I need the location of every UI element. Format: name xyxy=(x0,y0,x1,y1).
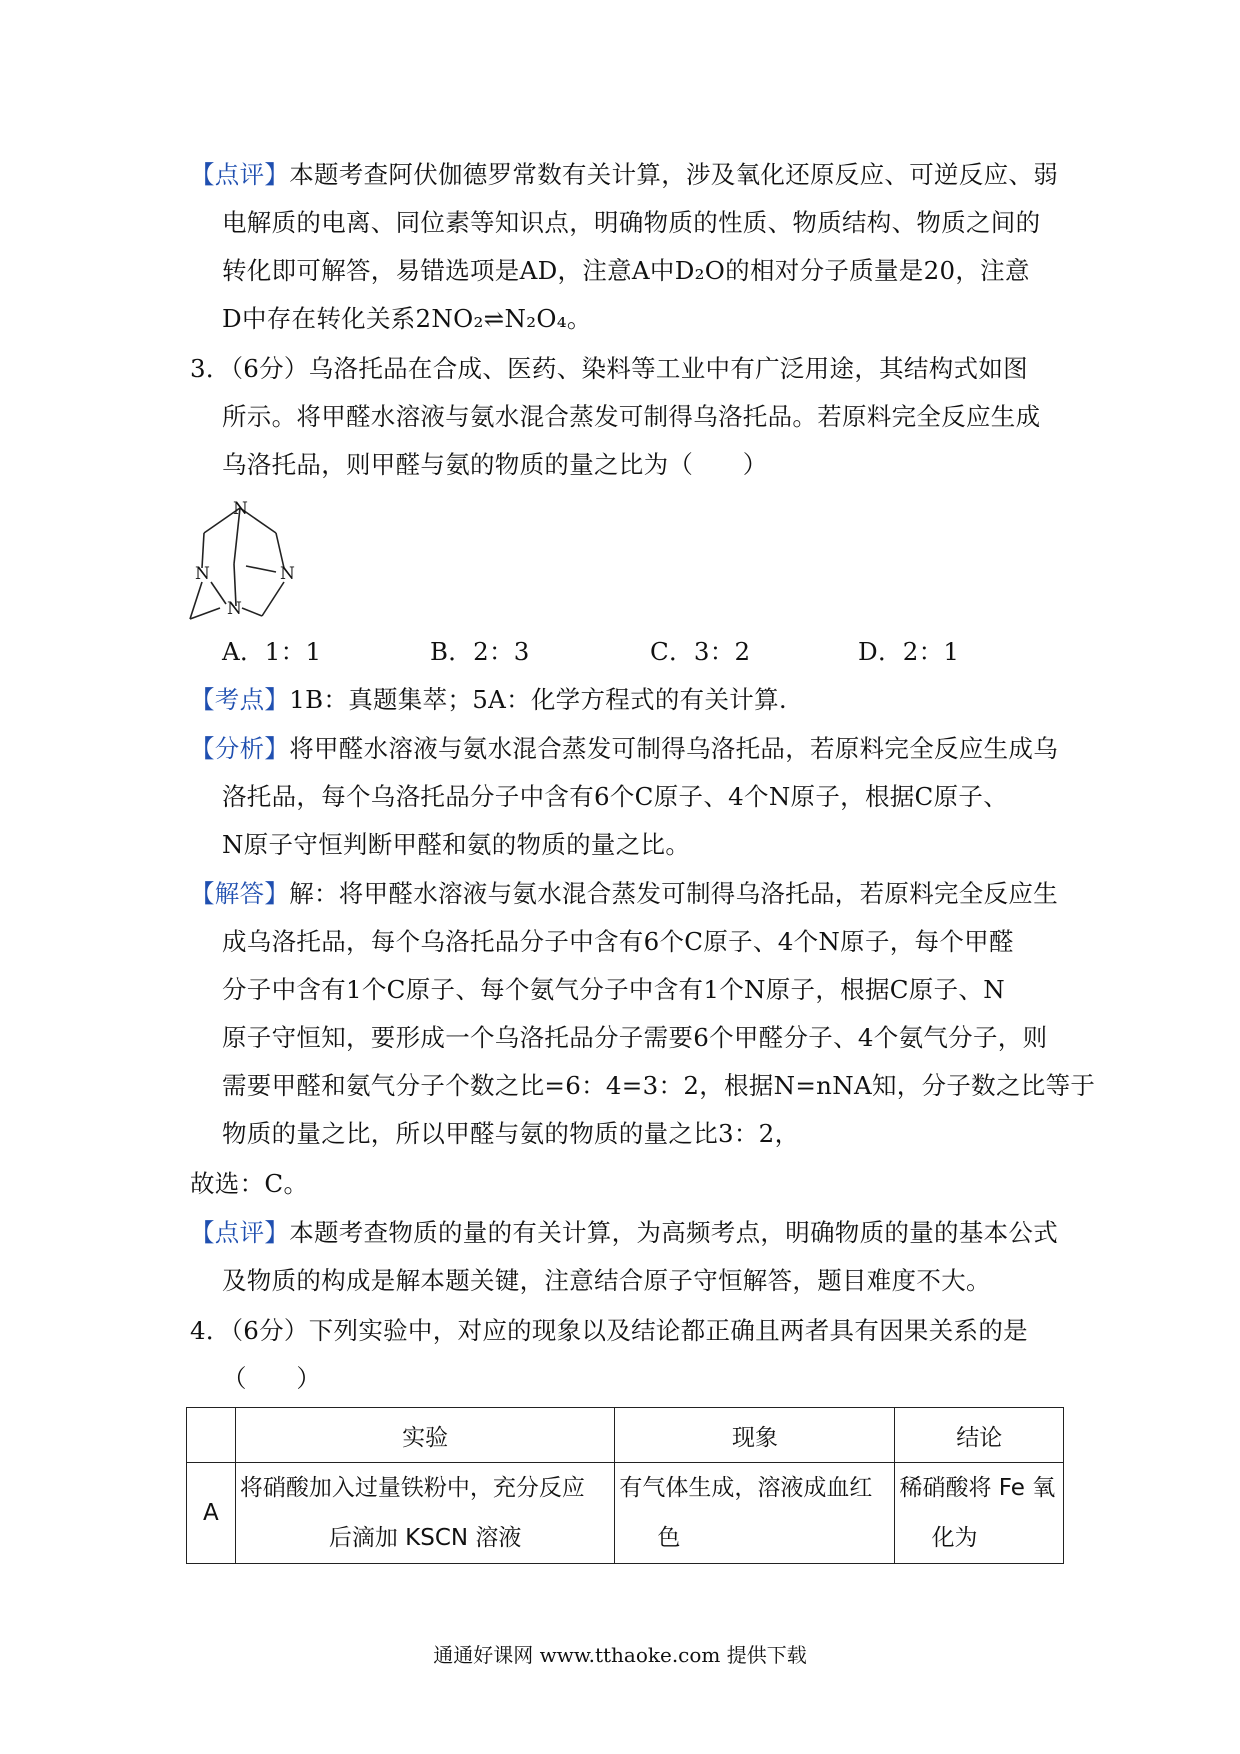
row-label: A xyxy=(187,1463,236,1564)
option-b: B．2：3 xyxy=(430,637,530,666)
review-tag: 【点评】 xyxy=(190,160,290,189)
nitrogen-atom: N xyxy=(195,564,210,584)
review2-line2: 及物质的构成是解本题关键，注意结合原子守恒解答，题目难度不大。 xyxy=(222,1266,991,1295)
fenxi-line1: 【分析】将甲醛水溶液与氨水混合蒸发可制得乌洛托品，若原料完全反应生成乌 xyxy=(190,734,1058,763)
q3-line3: 乌洛托品，则甲醛与氨的物质的量之比为（ ） xyxy=(222,450,768,479)
header-conclusion: 结论 xyxy=(895,1408,1064,1463)
fenxi-line3: N原子守恒判断甲醛和氨的物质的量之比。 xyxy=(222,830,691,859)
kaodian-tag: 【考点】 xyxy=(190,685,290,714)
phenomenon-cell: 有气体生成，溶液成血红 色 xyxy=(615,1463,895,1564)
experiment-cell: 将硝酸加入过量铁粉中，充分反应 后滴加 KSCN 溶液 xyxy=(235,1463,615,1564)
bond xyxy=(246,566,276,572)
header-phenomenon: 现象 xyxy=(615,1408,895,1463)
table-header-row xyxy=(187,1408,1064,1463)
conclusion-cell: 稀硝酸将 Fe 氧 化为 xyxy=(895,1463,1064,1564)
review1-line1: 【点评】本题考查阿伏伽德罗常数有关计算，涉及氧化还原反应、可逆反应、弱 xyxy=(190,160,1058,189)
urotropine-structure-diagram xyxy=(186,496,316,626)
review1-line2: 电解质的电离、同位素等知识点，明确物质的性质、物质结构、物质之间的 xyxy=(222,208,1041,237)
bond xyxy=(202,533,204,568)
review1-line4: D中存在转化关系2NO₂⇌N₂O₄。 xyxy=(222,304,592,333)
q4-line1: 4．（6分）下列实验中，对应的现象以及结论都正确且两者具有因果关系的是 xyxy=(190,1316,1028,1345)
option-d: D．2：1 xyxy=(858,637,960,666)
nitrogen-atom: N xyxy=(233,499,248,519)
bond xyxy=(262,582,284,616)
fenxi-line2: 洛托品，每个乌洛托品分子中含有6个C原子、4个N原子，根据C原子、 xyxy=(222,782,1009,811)
bond xyxy=(276,533,284,568)
bond xyxy=(242,608,262,616)
jieda-line6: 物质的量之比，所以甲醛与氨的物质的量之比3：2， xyxy=(222,1119,800,1148)
q3-line2: 所示。将甲醛水溶液与氨水混合蒸发可制得乌洛托品。若原料完全反应生成 xyxy=(222,402,1041,431)
option-c: C．3：2 xyxy=(650,637,751,666)
jieda-tag: 【解答】 xyxy=(190,879,290,908)
bond xyxy=(190,582,202,619)
q3-line1: 3．（6分）乌洛托品在合成、医药、染料等工业中有广泛用途，其结构式如图 xyxy=(190,354,1028,383)
jieda-line4: 原子守恒知，要形成一个乌洛托品分子需要6个甲醛分子、4个氨气分子，则 xyxy=(222,1023,1048,1052)
jieda-line5: 需要甲醛和氨气分子个数之比=6：4=3：2，根据N=nNA知，分子数之比等于 xyxy=(222,1071,1096,1100)
header-blank xyxy=(187,1408,236,1463)
kaodian-line: 【考点】1B：真题集萃；5A：化学方程式的有关计算. xyxy=(190,685,787,714)
review2-line1: 【点评】本题考查物质的量的有关计算，为高频考点，明确物质的量的基本公式 xyxy=(190,1218,1058,1247)
experiment-table xyxy=(186,1407,1064,1564)
jieda-line3: 分子中含有1个C原子、每个氨气分子中含有1个N原子，根据C原子、N xyxy=(222,975,1005,1004)
option-a: A．1：1 xyxy=(222,637,322,666)
review1-line3: 转化即可解答，易错选项是AD，注意A中D₂O的相对分子质量是20，注意 xyxy=(222,256,1030,285)
q4-line2: （ ） xyxy=(222,1364,322,1393)
nitrogen-atom: N xyxy=(227,599,242,619)
page-footer: 通通好课网 www.tthaoke.com 提供下载 xyxy=(433,1643,807,1667)
bond xyxy=(190,608,220,619)
bond xyxy=(211,582,226,604)
jieda-line2: 成乌洛托品，每个乌洛托品分子中含有6个C原子、4个N原子，每个甲醛 xyxy=(222,927,1014,956)
header-experiment: 实验 xyxy=(235,1408,615,1463)
fenxi-tag: 【分析】 xyxy=(190,734,290,763)
review-tag: 【点评】 xyxy=(190,1218,290,1247)
jieda-line1: 【解答】解：将甲醛水溶液与氨水混合蒸发可制得乌洛托品，若原料完全反应生 xyxy=(190,879,1058,908)
table-row xyxy=(187,1463,1064,1564)
answer-line: 故选：C。 xyxy=(190,1169,309,1198)
nitrogen-atom: N xyxy=(280,564,295,584)
